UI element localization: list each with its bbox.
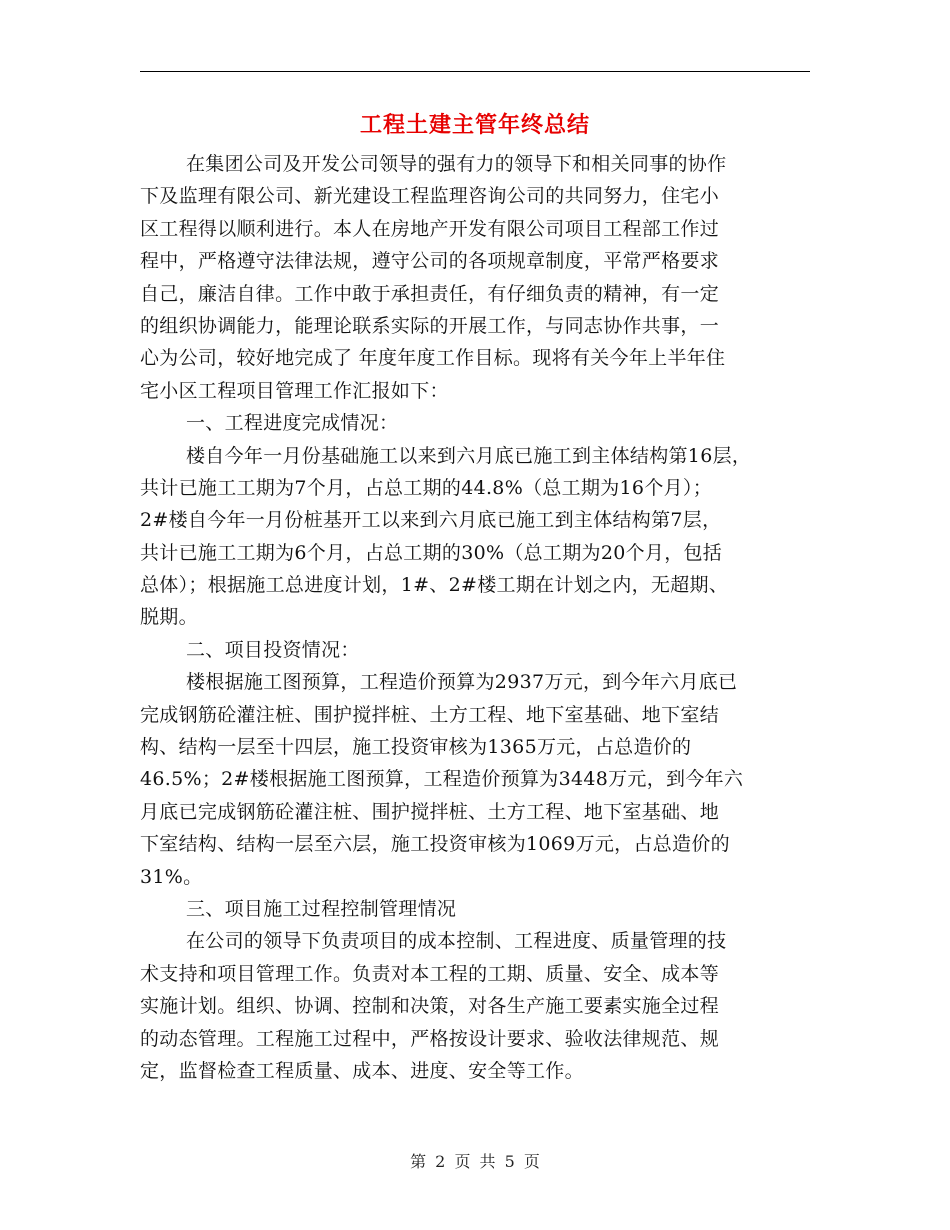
text-line: 自己，廉洁自律。工作中敢于承担责任，有仔细负责的精神，有一定 bbox=[140, 282, 720, 305]
text-line: 共计已施工工期为6个月，占总工期的30%（总工期为20个月，包括 bbox=[140, 541, 723, 564]
text-line: 在集团公司及开发公司领导的强有力的领导下和相关同事的协作 bbox=[186, 153, 727, 175]
text-line: 2#楼自今年一月份桩基开工以来到六月底已施工到主体结构第7层， bbox=[140, 509, 722, 532]
text-line: 心为公司，较好地完成了 年度年度工作目标。现将有关今年上半年住 bbox=[140, 347, 726, 370]
text-line: 楼自今年一月份基础施工以来到六月底已施工到主体结构第16层， bbox=[186, 444, 752, 467]
document-title: 工程土建主管年终总结 bbox=[359, 113, 590, 138]
text-line: 的动态管理。工程施工过程中，严格按设计要求、验收法律规范、规 bbox=[140, 1027, 720, 1050]
text-line: 三、项目施工过程控制管理情况 bbox=[186, 897, 457, 920]
text-line: 宅小区工程项目管理工作汇报如下： bbox=[140, 379, 449, 402]
text-line: 下及监理有限公司、新光建设工程监理咨询公司的共同努力，住宅小 bbox=[140, 185, 720, 208]
text-line: 区工程得以顺利进行。本人在房地产开发有限公司项目工程部工作过 bbox=[140, 217, 720, 240]
text-line: 的组织协调能力，能理论联系实际的开展工作，与同志协作共事，一 bbox=[140, 314, 720, 337]
text-line: 二、项目投资情况： bbox=[186, 638, 360, 661]
text-line: 术支持和项目管理工作。负责对本工程的工期、质量、安全、成本等 bbox=[140, 962, 720, 985]
text-line: 共计已施工工期为7个月，占总工期的44.8%（总工期为16个月）； bbox=[140, 476, 713, 499]
text-line: 一、工程进度完成情况： bbox=[186, 412, 399, 435]
text-line: 程中，严格遵守法律法规，遵守公司的各项规章制度，平常严格要求 bbox=[140, 250, 720, 273]
text-line: 楼根据施工图预算，工程造价预算为2937万元，到今年六月底已 bbox=[186, 671, 738, 694]
text-line: 月底已完成钢筋砼灌注桩、围护搅拌桩、土方工程、地下室基础、地 bbox=[140, 800, 720, 823]
text-line: 定，监督检查工程质量、成本、进度、安全等工作。 bbox=[140, 1059, 584, 1082]
text-line: 完成钢筋砼灌注桩、围护搅拌桩、土方工程、地下室基础、地下室结 bbox=[140, 703, 720, 726]
text-line: 在公司的领导下负责项目的成本控制、工程进度、质量管理的技 bbox=[186, 930, 727, 953]
text-line: 31%。 bbox=[140, 865, 203, 888]
document-body bbox=[140, 148, 820, 1087]
text-line: 46.5%；2#楼根据施工图预算，工程造价预算为3448万元，到今年六 bbox=[140, 768, 744, 791]
text-line: 脱期。 bbox=[140, 606, 198, 629]
page-number: 第 2 页 共 5 页 bbox=[410, 1152, 540, 1171]
text-line: 下室结构、结构一层至六层，施工投资审核为1069万元，占总造价的 bbox=[140, 833, 730, 856]
text-line: 构、结构一层至十四层，施工投资审核为1365万元，占总造价的 bbox=[140, 736, 692, 759]
header-rule bbox=[140, 71, 810, 72]
text-line: 实施计划。组织、协调、控制和决策，对各生产施工要素实施全过程 bbox=[140, 995, 720, 1018]
text-line: 总体）；根据施工总进度计划，1#、2#楼工期在计划之内，无超期、 bbox=[140, 574, 729, 597]
